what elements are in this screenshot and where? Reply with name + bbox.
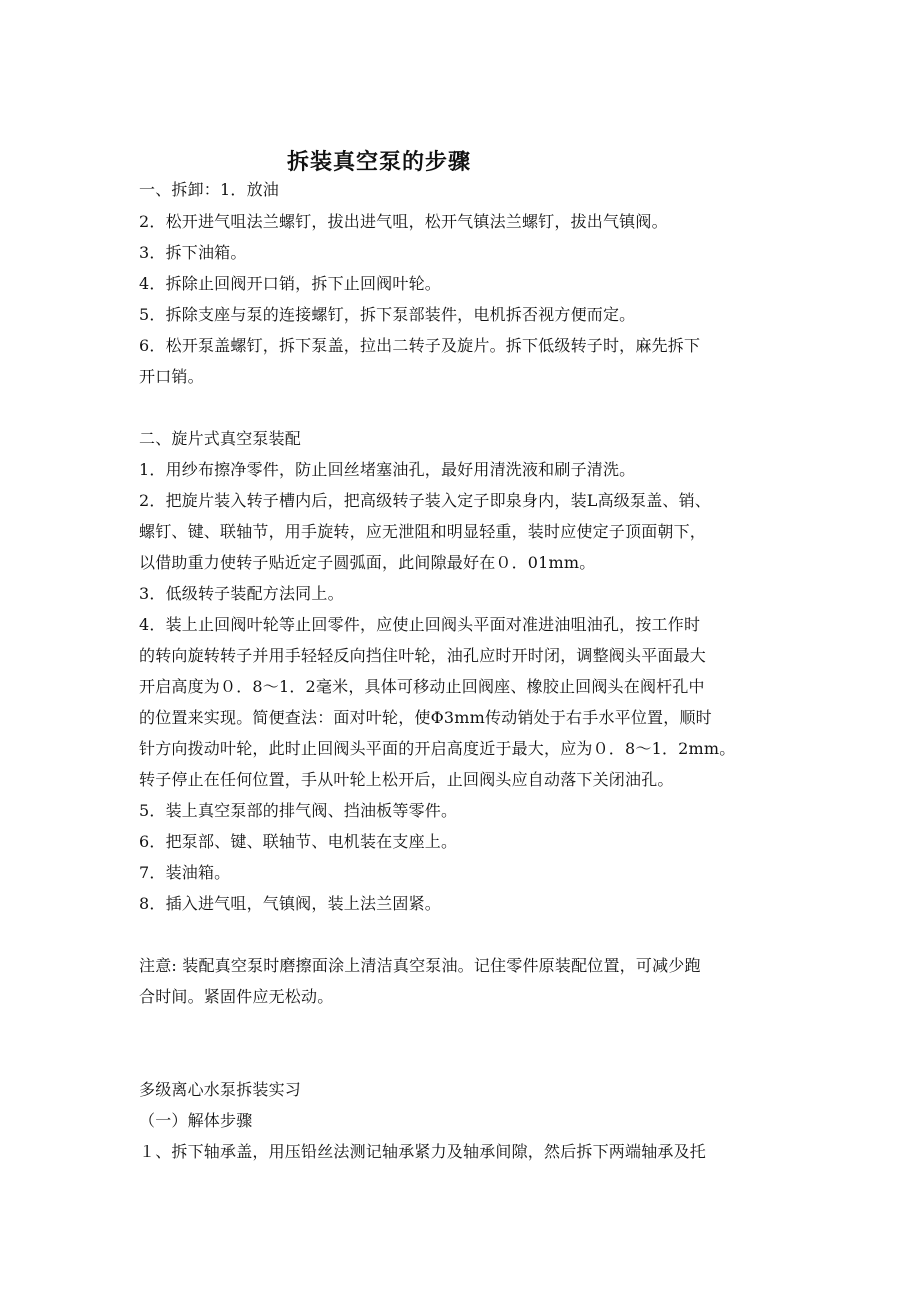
section2-line-2: 2．把旋片装入转子槽内后，把高级转子装入定子即泉身内，装L高级泵盖、销、 [139, 491, 712, 510]
section2-line-12: 5．装上真空泵部的排气阀、挡油板等零件。 [139, 801, 458, 820]
section2-line-5: 3．低级转子装配方法同上。 [139, 584, 344, 603]
section2-heading: 二、旋片式真空泵装配 [139, 429, 302, 448]
section3-heading: 多级离心水泵拆装实习 [139, 1080, 302, 1099]
section2-line-14: 7．装油箱。 [139, 863, 231, 882]
section2-line-3: 螺钉、键、联轴节，用手旋转，应无泄阻和明显轻重，装时应使定子顶面朝下， [139, 522, 707, 541]
section1-line-1: 一、拆卸：1．放油 [139, 180, 279, 199]
section1-line-5: 5．拆除支座与泵的连接螺钉，拆下泵部装件，电机拆否视方便而定。 [139, 305, 636, 324]
section1-line-2: 2．松开进气咀法兰螺钉，拔出进气咀，松开气镇法兰螺钉，拔出气镇阀。 [139, 212, 668, 231]
section2-line-8: 开启高度为０．8～1．2毫米，具体可移动止回阀座、橡胶止回阀头在阀杆孔中 [139, 677, 705, 696]
section2-line-7: 的转向旋转转子并用手轻轻反向挡住叶轮，油孔应时开时闭，调整阀头平面最大 [139, 646, 707, 665]
section3-line-1: １、拆下轴承盖，用压铅丝法测记轴承紧力及轴承间隙，然后拆下两端轴承及托 [139, 1142, 707, 1161]
section2-line-10: 针方向拨动叶轮，此时止回阀头平面的开启高度近于最大，应为０．8～1．2mm。 [139, 739, 736, 758]
section1-line-3: 3．拆下油箱。 [139, 243, 247, 262]
section2-line-6: 4．装上止回阀叶轮等止回零件，应使止回阀头平面对准进油咀油孔，按工作时 [139, 615, 701, 634]
section3-subheading: （一）解体步骤 [139, 1111, 253, 1130]
section2-line-15: 8．插入进气咀，气镇阀，装上法兰固紧。 [139, 894, 441, 913]
note-line-2: 合时间。紧固件应无松动。 [139, 987, 334, 1006]
section1-line-4: 4．拆除止回阀开口销，拆下止回阀叶轮。 [139, 274, 441, 293]
section2-line-9: 的位置来实现。简便查法：面对叶轮，使Φ3mm传动销处于右手水平位置，顺时 [139, 708, 712, 727]
section1-line-7: 开口销。 [139, 367, 204, 386]
section1-line-6: 6．松开泵盖螺钉，拆下泵盖，拉出二转子及旋片。拆下低级转子时，麻先拆下 [139, 336, 701, 355]
note-line-1: 注意: 装配真空泵时磨擦面涂上清洁真空泵油。记住零件原装配位置，可减少跑 [139, 956, 701, 975]
section2-line-11: 转子停止在任何位置，手从叶轮上松开后，止回阀头应自动落下关闭油孔。 [139, 770, 674, 789]
document-title: 拆装真空泵的步骤 [286, 149, 471, 175]
section2-line-4: 以借助重力使转子贴近定子圆弧面，此间隙最好在０．01mm。 [139, 553, 596, 572]
section2-line-1: 1．用纱布擦净零件，防止回丝堵塞油孔，最好用清洗液和刷子清洗。 [139, 460, 636, 479]
section2-line-13: 6．把泵部、键、联轴节、电机装在支座上。 [139, 832, 458, 851]
